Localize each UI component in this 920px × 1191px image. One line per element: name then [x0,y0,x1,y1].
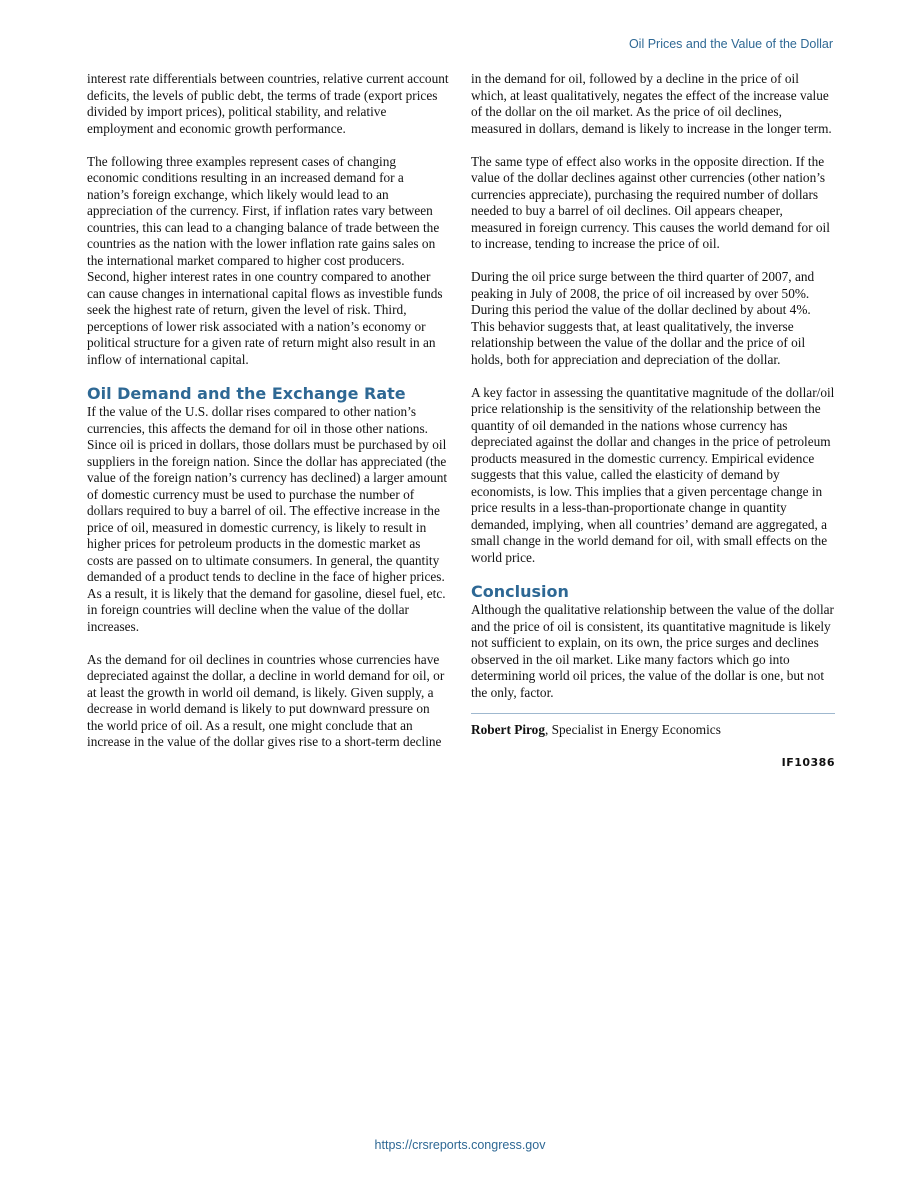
right-paragraph-4: A key factor in assessing the quantitative magnitude of the dollar/oil price relationship is the sensitivity of the relationship between the quantity of oil demanded in the nations whose currency has depreciated against the dollar and changes in the price of petroleum products measured in the domestic currency. Empirical evidence suggests that this value, called the elasticity of demand by economists, is low. This implies that a given percentage change in price results in a less-than-proportionate change in quantity demanded, implying, when all countries’ demand are aggregated, a small change in the world demand for oil, with small effects on the world price. [471,384,835,565]
section-heading-oil-demand: Oil Demand and the Exchange Rate [87,384,406,403]
left-column [87,71,449,751]
right-paragraph-2: The same type of effect also works in the opposite direction. If the value of the dollar declines against other currencies (other nation’s currencies appreciate), purchasing the required number of dollars needed to buy a barrel of oil declines. Oil appears cheaper, measured in foreign currency. This causes the world demand for oil to increase, tending to increase the price of oil. [471,153,830,251]
author-divider [471,713,835,714]
right-paragraph-3: During the oil price surge between the third quarter of 2007, and peaking in July of 2008, the price of oil increased by over 50%. During this period the value of the dollar declined by about 4%. This behavior suggests that, at least qualitatively, the inverse relationship between the value of the dollar and the price of oil holds, both for appreciation and depreciation of the dollar. [471,269,815,367]
right-column [471,71,835,772]
document-id: IF10386 [781,756,835,769]
running-header-title: Oil Prices and the Value of the Dollar [628,37,833,51]
left-paragraph-2: The following three examples represent cases of changing economic conditions resulting in an increased demand for a nation’s foreign exchange, which likely would lead to an appreciation of the currency. First, if inflation rates vary between countries, this can lead to a changing balance of trade between the countries as the nation with the lower inflation rate gains sales on the international market compared to higher cost producers. Second, higher interest rates in one country compared to another can cause changes in international capital flows as investible funds seek the highest rate of return, given the level of risk. Third, perceptions of lower risk associated with a nation’s economy or political structure for a given rate of return might also result in an inflow of international capital. [87,153,443,367]
author-title: , Specialist in Energy Economics [544,722,721,737]
right-paragraph-1: in the demand for oil, followed by a decline in the price of oil which, at least qualitatively, negates the effect of the increase value of the dollar on the oil market. As the price of oil declines, measured in dollars, demand is likely to increase in the longer term. [471,71,832,136]
author-name: Robert Pirog [471,722,545,737]
right-paragraph-5: Although the qualitative relationship between the value of the dollar and the price of oil is consistent, its quantitative magnitude is likely not sufficient to explain, on its own, the price surges and declines observed in the oil market. Like many factors which go into determining world oil prices, the value of the dollar is one, but not the only, factor. [471,602,834,700]
left-paragraph-1: interest rate differentials between countries, relative current account deficits, the levels of public debt, the terms of trade (export prices divided by import prices), political stability, and relative employment and economic growth performance. [87,71,449,136]
footer-url-link[interactable]: https://crsreports.congress.gov [374,1138,546,1152]
left-paragraph-3: If the value of the U.S. dollar rises compared to other nation’s currencies, this affects the demand for oil in those other nations. Since oil is priced in dollars, those dollars must be purchased by oil suppliers in the foreign nation. Since the dollar has appreciated (the value of the foreign nation’s currency has declined) a larger amount of domestic currency must be used to purchase the number of dollars required to buy a barrel of oil. The effective increase in the price of oil, measured in domestic currency, is likely to result in higher prices for petroleum products in the domestic market as costs are passed on to ultimate consumers. In general, the quantity demanded of a product tends to decline in the face of higher prices. As a result, it is likely that the demand for gasoline, diesel fuel, etc. in foreign countries will decline when the value of the dollar increases. [87,404,448,634]
author-line [471,722,835,739]
left-paragraph-4: As the demand for oil declines in countries whose currencies have depreciated against the dollar, a decline in world demand for oil, or at least the growth in world oil demand, is likely. Given supply, a decrease in world demand is likely to put downward pressure on the world price of oil. As a result, one might conclude that an increase in the value of the dollar gives rise to a short-term decline [87,651,445,749]
section-heading-conclusion: Conclusion [471,582,569,601]
